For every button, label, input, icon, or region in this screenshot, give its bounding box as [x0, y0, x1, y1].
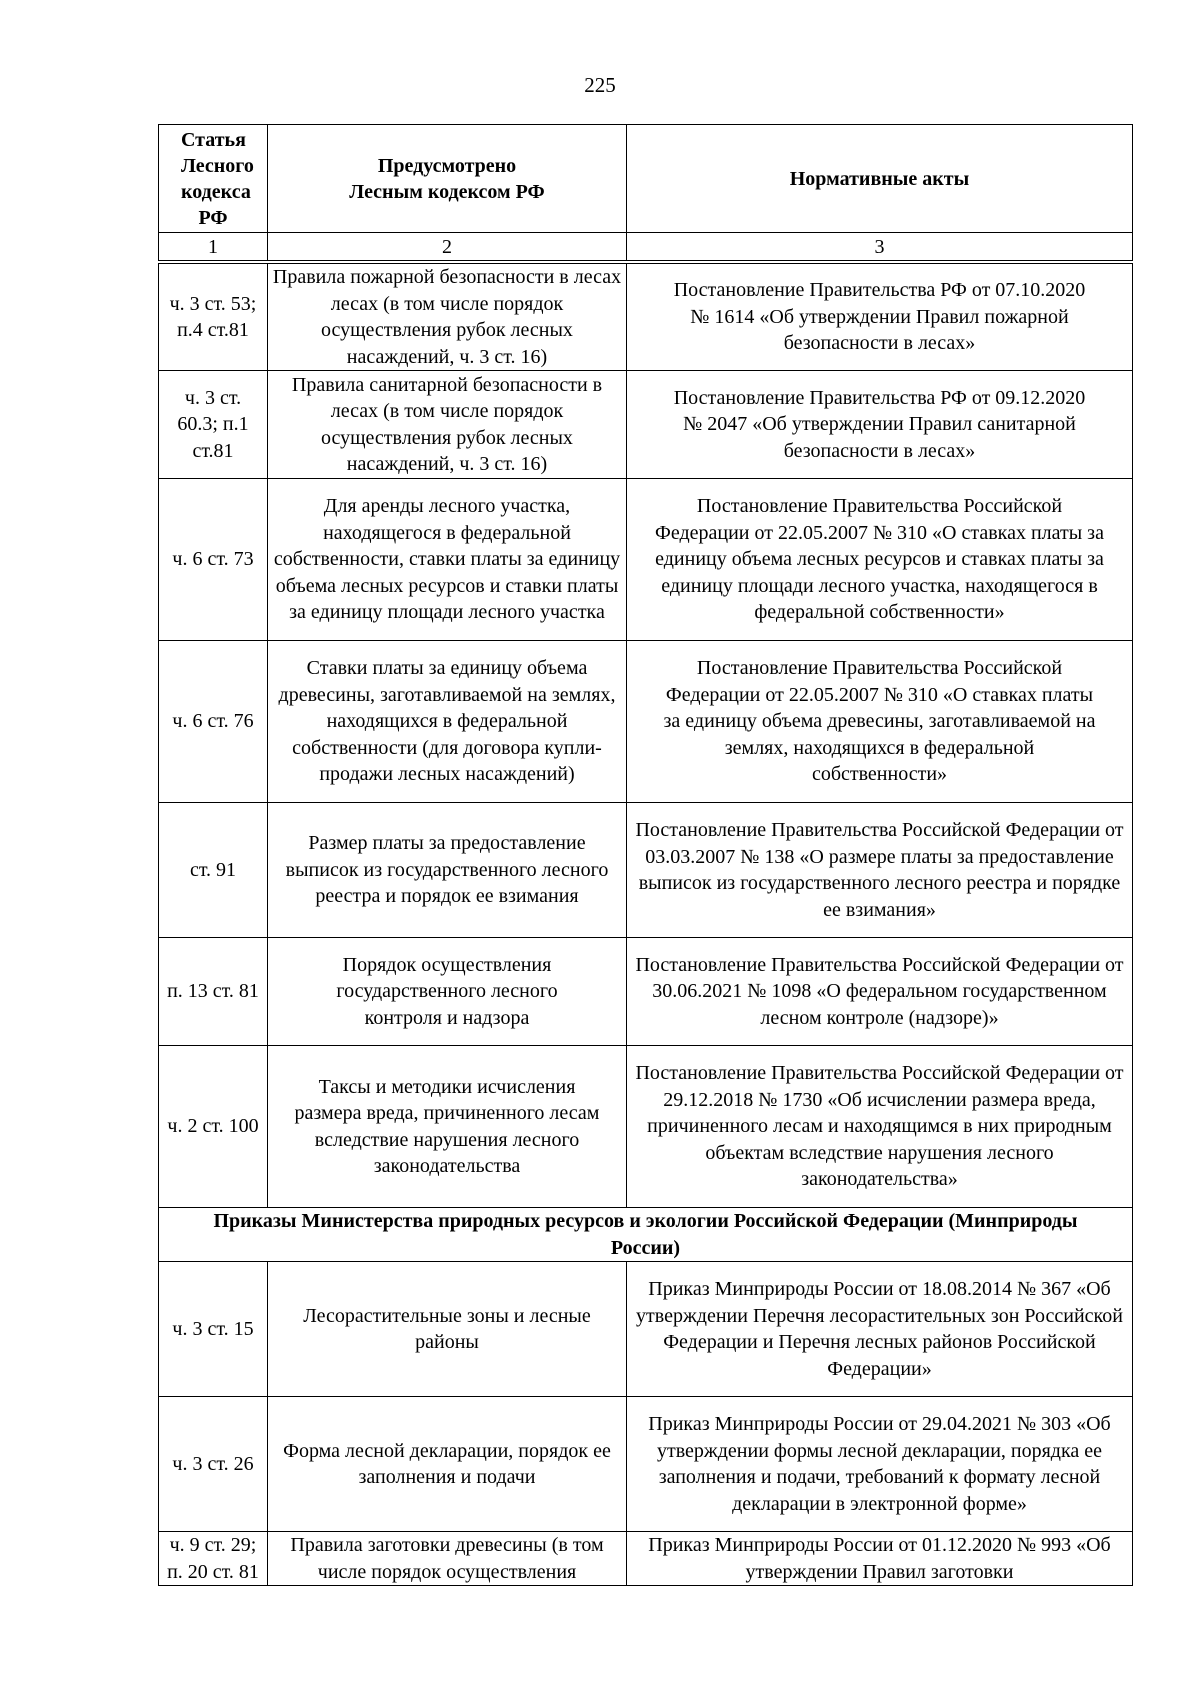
act-cell: Постановление Правительства Российской Федерации от 03.03.2007 № 138 «О размере платы за предоставление выписок из государственного лесного реестра и порядке ее взимания»: [627, 803, 1133, 938]
table-row: [159, 262, 1133, 371]
header-article: Статья Лесного кодекса РФ: [159, 125, 268, 233]
table-row: [159, 1397, 1133, 1532]
act-cell: Постановление Правительства Российской Федерации от 22.05.2007 № 310 «О ставках платы за единицу объема лесных ресурсов и ставках платы за единицу площади лесного участка, находящегося в федеральной собственности»: [627, 479, 1133, 641]
article-cell: ч. 2 ст. 100: [159, 1046, 268, 1208]
act-cell: Постановление Правительства РФ от 07.10.2020 № 1614 «Об утверждении Правил пожарной безопасности в лесах»: [627, 262, 1133, 371]
section-title: Приказы Министерства природных ресурсов и экологии Российской Федерации (Минприроды России): [159, 1208, 1133, 1262]
article-cell: ч. 9 ст. 29; п. 20 ст. 81: [159, 1532, 268, 1586]
article-cell: ч. 3 ст. 60.3; п.1 ст.81: [159, 371, 268, 479]
act-cell: Приказ Минприроды России от 29.04.2021 № 303 «Об утверждении формы лесной декларации, порядка ее заполнения и подачи, требований к формату лесной декларации в электронной форме»: [627, 1397, 1133, 1532]
provision-cell: Правила заготовки древесины (в том числе порядок осуществления: [268, 1532, 627, 1586]
act-cell: Постановление Правительства Российской Федерации от 22.05.2007 № 310 «О ставках платы за единицу объема древесины, заготавливаемой на землях, находящихся в федеральной собственности»: [627, 641, 1133, 803]
table-row: [159, 641, 1133, 803]
article-cell: ч. 3 ст. 53; п.4 ст.81: [159, 262, 268, 371]
provision-cell: Правила санитарной безопасности в лесах (в том числе порядок осуществления рубок лесных насаждений, ч. 3 ст. 16): [268, 371, 627, 479]
article-cell: ч. 3 ст. 15: [159, 1262, 268, 1397]
act-cell: Приказ Минприроды России от 18.08.2014 № 367 «Об утверждении Перечня лесорастительных зон Российской Федерации и Перечня лесных районов Российской Федерации»: [627, 1262, 1133, 1397]
table-row: [159, 938, 1133, 1046]
table-row: [159, 1532, 1133, 1586]
table-row: [159, 371, 1133, 479]
article-cell: п. 13 ст. 81: [159, 938, 268, 1046]
provision-cell: Правила пожарной безопасности в лесах лесах (в том числе порядок осуществления рубок лесных насаждений, ч. 3 ст. 16): [268, 262, 627, 371]
provision-cell: Размер платы за предоставление выписок из государственного лесного реестра и порядок ее взимания: [268, 803, 627, 938]
act-cell: Постановление Правительства Российской Федерации от 30.06.2021 № 1098 «О федеральном государственном лесном контроле (надзоре)»: [627, 938, 1133, 1046]
table-row: [159, 1046, 1133, 1208]
column-number-3: 3: [627, 233, 1133, 263]
table-row: [159, 803, 1133, 938]
column-number-1: 1: [159, 233, 268, 263]
section-row: [159, 1208, 1133, 1262]
article-cell: ч. 6 ст. 73: [159, 479, 268, 641]
column-number-row: [159, 233, 1133, 263]
page-number: 225: [584, 73, 616, 97]
provision-cell: Ставки платы за единицу объема древесины, заготавливаемой на землях, находящихся в федеральной собственности (для договора купли-продажи лесных насаждений): [268, 641, 627, 803]
provision-cell: Форма лесной декларации, порядок ее заполнения и подачи: [268, 1397, 627, 1532]
provision-cell: Таксы и методики исчисления размера вреда, причиненного лесам вследствие нарушения лесного законодательства: [268, 1046, 627, 1208]
regulations-table: [158, 124, 1133, 1586]
header-acts: Нормативные акты: [627, 125, 1133, 233]
column-number-2: 2: [268, 233, 627, 263]
table-row: [159, 479, 1133, 641]
header-row: [159, 125, 1133, 233]
header-provision: Предусмотрено Лесным кодексом РФ: [268, 125, 627, 233]
article-cell: ч. 6 ст. 76: [159, 641, 268, 803]
act-cell: Постановление Правительства РФ от 09.12.2020 № 2047 «Об утверждении Правил санитарной безопасности в лесах»: [627, 371, 1133, 479]
provision-cell: Лесорастительные зоны и лесные районы: [268, 1262, 627, 1397]
provision-cell: Для аренды лесного участка, находящегося в федеральной собственности, ставки платы за единицу объема лесных ресурсов и ставки платы за единицу площади лесного участка: [268, 479, 627, 641]
act-cell: Постановление Правительства Российской Федерации от 29.12.2018 № 1730 «Об исчислении размера вреда, причиненного лесам и находящимся в них природным объектам вследствие нарушения лесного законодательства»: [627, 1046, 1133, 1208]
table-row: [159, 1262, 1133, 1397]
provision-cell: Порядок осуществления государственного лесного контроля и надзора: [268, 938, 627, 1046]
act-cell: Приказ Минприроды России от 01.12.2020 № 993 «Об утверждении Правил заготовки: [627, 1532, 1133, 1586]
article-cell: ст. 91: [159, 803, 268, 938]
article-cell: ч. 3 ст. 26: [159, 1397, 268, 1532]
